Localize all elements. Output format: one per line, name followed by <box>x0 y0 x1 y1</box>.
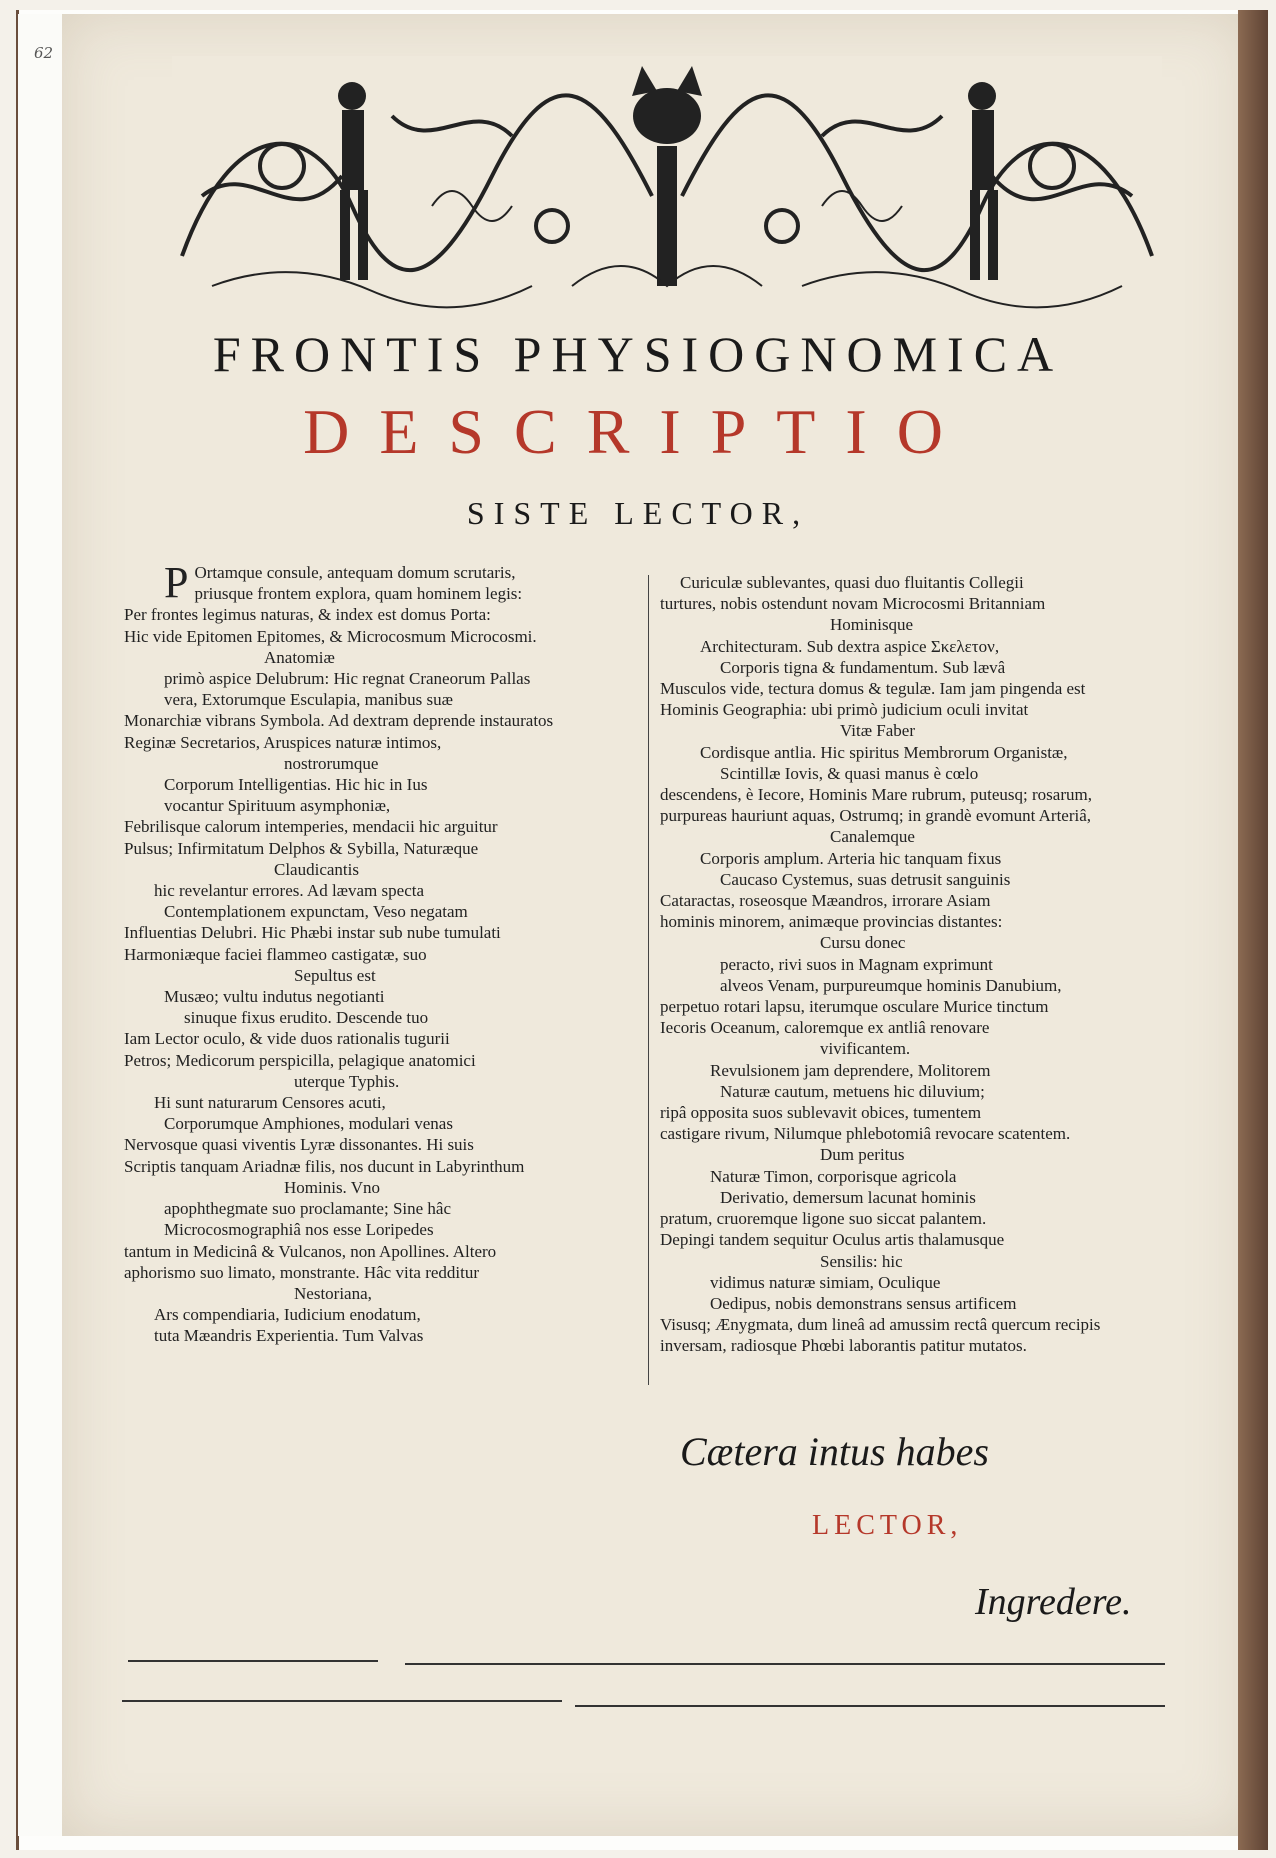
text-line: Microcosmographiâ nos esse Loripedes <box>164 1220 434 1240</box>
bottom-rule <box>128 1660 378 1662</box>
text-line: castigare rivum, Nilumque phlebotomiâ revocare scatentem. <box>660 1124 1071 1144</box>
text-line: Vitæ Faber <box>840 721 915 741</box>
text-line: aphorismo suo limato, monstrante. Hâc vita redditur <box>124 1262 480 1282</box>
text-line: peracto, rivi suos in Magnam exprimunt <box>720 954 993 974</box>
text-line: vivificantem. <box>820 1039 911 1059</box>
text-line: vidimus naturæ simiam, Oculique <box>710 1272 941 1292</box>
text-line: Corporis amplum. Arteria hic tanquam fixus <box>700 848 1002 868</box>
text-line: Caucaso Cystemus, suas detrusit sanguinis <box>720 869 1011 889</box>
text-line: vera, Extorumque Esculapia, manibus suæ <box>164 690 453 710</box>
text-line: Hic vide Epitomen Epitomes, & Microcosmum Microcosmi. <box>124 626 537 646</box>
text-line: Petros; Medicorum perspicilla, pelagique anatomici <box>124 1050 476 1070</box>
text-line: Hominis. Vno <box>284 1177 381 1197</box>
bottom-rule <box>575 1705 1165 1707</box>
text-line: Influentias Delubri. Hic Phæbi instar sub nube tumulati <box>124 923 501 943</box>
woodcut-headpiece <box>172 56 1162 311</box>
text-line: hominis minorem, animæque provincias distantes: <box>660 912 1003 932</box>
text-line: Nestoriana, <box>294 1283 372 1303</box>
text-line: Febrilisque calorum intemperies, mendacii hic arguitur <box>124 817 498 837</box>
text-line: descendens, è Iecore, Hominis Mare rubrum, puteusq; rosarum, <box>660 785 1092 805</box>
text-line: Revulsionem jam deprendere, Molitorem <box>710 1060 991 1080</box>
text-line: Sensilis: hic <box>820 1251 903 1271</box>
text-line: Depingi tandem sequitur Oculus artis thalamusque <box>660 1230 1005 1250</box>
text-line: Architecturam. Sub dextra aspice Σκελετον, <box>700 636 1000 656</box>
text-line: turtures, nobis ostendunt novam Microcosmi Britanniam <box>660 594 1046 614</box>
text-line: Visusq; Ænygmata, dum lineâ ad amussim rectâ quercum recipis <box>660 1315 1101 1335</box>
text-line: Ortamque consule, antequam domum scrutaris, <box>194 563 516 582</box>
text-line: Reginæ Secretarios, Aruspices naturæ intimos, <box>124 732 442 752</box>
text-line: Curiculæ sublevantes, quasi duo fluitantis Collegii <box>680 573 1024 592</box>
bottom-rule <box>122 1700 562 1702</box>
text-line: Oedipus, nobis demonstrans sensus artificem <box>710 1293 1017 1313</box>
text-line: Canalemque <box>830 827 915 847</box>
inner-margin <box>18 14 63 1836</box>
text-line: pratum, cruoremque ligone suo siccat palantem. <box>660 1209 987 1229</box>
closing-ingredere: Ingredere. <box>975 1581 1132 1623</box>
bottom-rule <box>405 1663 1165 1665</box>
text-line: perpetuo rotari lapsu, iterumque osculare Murice tinctum <box>660 997 1049 1017</box>
text-line: Corporis tigna & fundamentum. Sub lævâ <box>720 657 1006 677</box>
text-line: Scintillæ Iovis, & quasi manus è cœlo <box>720 763 979 783</box>
text-line: Cordisque antlia. Hic spiritus Membrorum Organistæ, <box>700 742 1068 762</box>
text-line: Harmoniæque faciei flammeo castigatæ, suo <box>124 944 427 964</box>
text-line: Naturæ cautum, metuens hic diluvium; <box>720 1081 985 1101</box>
text-line: Anatomiæ <box>264 647 335 667</box>
text-line: uterque Typhis. <box>294 1071 400 1091</box>
text-line: hic revelantur errores. Ad lævam specta <box>154 881 425 901</box>
text-line: Derivatio, demersum lacunat hominis <box>720 1187 976 1207</box>
text-line: sinuque fixus erudito. Descende tuo <box>184 1008 429 1028</box>
text-line: Cataractas, roseosque Mæandros, irrorare Asiam <box>660 891 991 911</box>
text-line: Monarchiæ vibrans Symbola. Ad dextram deprende instauratos <box>124 711 554 731</box>
text-line: priusque frontem explora, quam hominem legis: <box>194 584 523 604</box>
text-line: Per frontes legimus naturas, & index est domus Porta: <box>124 605 491 625</box>
text-line: Iam Lector oculo, & vide duos rationalis tugurii <box>124 1029 450 1049</box>
text-line: Musæo; vultu indutus negotianti <box>164 987 385 1007</box>
text-line: Pulsus; Infirmitatum Delphos & Sybilla, Naturæque <box>124 838 479 858</box>
book-spine <box>1238 10 1268 1850</box>
text-line: inversam, radiosque Phœbi laborantis patitur mutatos. <box>660 1336 1027 1356</box>
text-line: ripâ opposita suos sublevavit obices, tumentem <box>660 1103 982 1123</box>
text-line: Sepultus est <box>294 965 376 985</box>
text-line: Scriptis tanquam Ariadnæ filis, nos ducunt in Labyrinthum <box>124 1156 525 1176</box>
text-line: Hominisque <box>830 615 914 635</box>
text-line: tuta Mæandris Experientia. Tum Valvas <box>154 1326 424 1346</box>
column-divider <box>648 575 649 1385</box>
drop-cap: P <box>164 558 189 607</box>
text-line: Corporumque Amphiones, modulari venas <box>164 1114 453 1134</box>
text-line: Musculos vide, tectura domus & tegulæ. Iam jam pingenda est <box>660 679 1086 699</box>
title-frontis-physiognomica: FRONTIS PHYSIOGNOMICA <box>212 326 1064 382</box>
closing-lector: LECTOR, <box>812 1510 963 1541</box>
text-line: Hi sunt naturarum Censores acuti, <box>154 1093 386 1113</box>
text-line: Cursu donec <box>820 933 906 953</box>
text-line: Naturæ Timon, corporisque agricola <box>710 1166 957 1186</box>
text-line: alveos Venam, purpureumque hominis Danubium, <box>720 975 1062 995</box>
text-line: Claudicantis <box>274 859 359 879</box>
right-text-column <box>660 572 1180 1357</box>
left-text-column <box>124 558 644 1347</box>
title-siste-lector: SISTE LECTOR, <box>466 495 810 531</box>
text-line: apophthegmate suo proclamante; Sine hâc <box>164 1199 452 1219</box>
text-line: Hominis Geographia: ubi primò judicium oculi invitat <box>660 700 1029 720</box>
closing-caetera: Cætera intus habes <box>680 1429 989 1474</box>
text-line: Ars compendiaria, Iudicium enodatum, <box>154 1305 421 1325</box>
text-line: primò aspice Delubrum: Hic regnat Craneorum Pallas <box>164 669 531 689</box>
folio-number: 62 <box>34 44 54 62</box>
text-line: purpureas hauriunt aquas, Ostrumq; in grandè evomunt Arteriâ, <box>660 806 1092 826</box>
text-line: tantum in Medicinâ & Vulcanos, non Apollines. Altero <box>124 1241 497 1261</box>
text-line: Contemplationem expunctam, Veso negatam <box>164 902 468 922</box>
text-line: Iecoris Oceanum, caloremque ex antliâ renovare <box>660 1018 990 1038</box>
text-line: vocantur Spirituum asymphoniæ, <box>164 796 391 816</box>
text-line: Nervosque quasi viventis Lyræ dissonantes. Hi suis <box>124 1135 474 1155</box>
title-descriptio: DESCRIPTIO <box>303 396 973 467</box>
text-line: Corporum Intelligentias. Hic hic in Ius <box>164 775 428 795</box>
text-line: nostrorumque <box>284 753 379 773</box>
text-line: Dum peritus <box>820 1145 905 1165</box>
